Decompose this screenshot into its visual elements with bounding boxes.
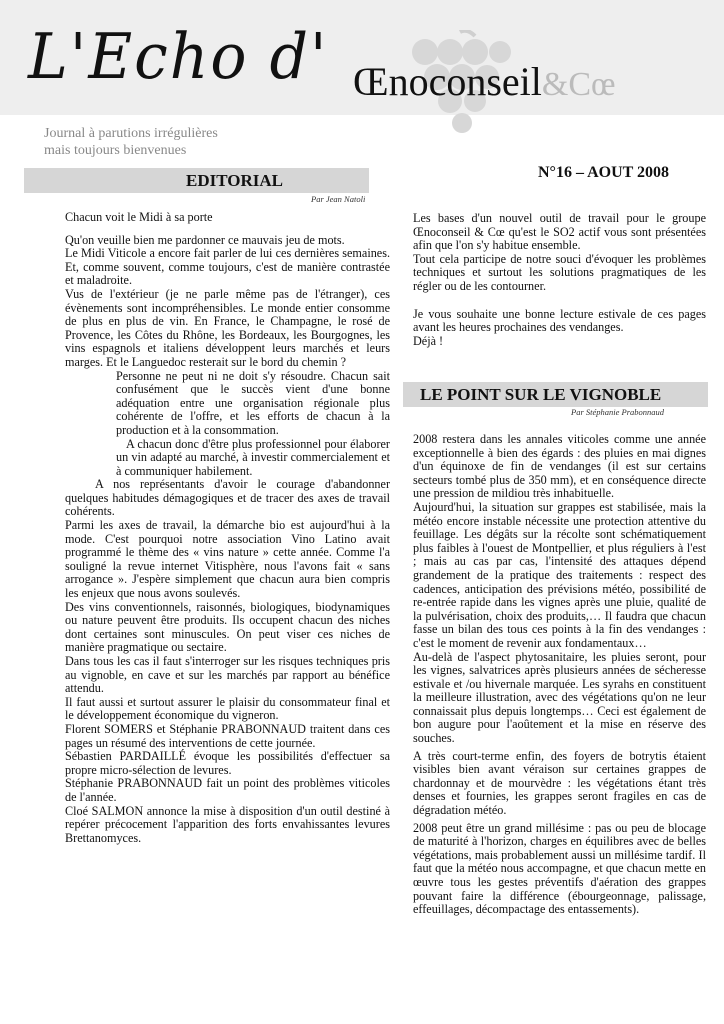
vignoble-byline: Par Stéphanie Prabonnaud [571, 407, 665, 417]
vignoble-paragraph: Au-delà de l'aspect phytosanitaire, les pluies seront, pour les vignes, salvatrices après plusieurs années de sécheresse estivale et /ou hivernale marquée. Les syrahs en constituent la meilleure illustration, avec des végétations qu'on ne leur connaissait plus depuis longtemps… Ceci est également de bon augure pour l'aoûtement et la mise en réserve des souches. [413, 649, 706, 746]
brand-amp: &Cœ [541, 66, 616, 103]
editorial-paragraph: Florent SOMERS et Stéphanie PRABONNAUD traitent dans ces pages un résumé des interventions de cette journée. [65, 721, 390, 750]
vignoble-title: LE POINT SUR LE VIGNOBLE [420, 385, 662, 404]
editorial-paragraph: A nos représentants d'avoir le courage d'abandonner quelques habitudes démagogiques et de tracer des axes de travail cohérents. [65, 477, 390, 519]
tagline [44, 125, 218, 159]
editorial-paragraph: Stéphanie PRABONNAUD fait un point des problèmes viticoles de l'année. [65, 776, 390, 804]
tagline-line-1: Journal à parutions irrégulières [44, 126, 218, 141]
vignoble-column [413, 433, 706, 917]
editorial-continued-column [413, 212, 706, 348]
editorial-column [65, 211, 390, 845]
editorial-paragraph: Il faut aussi et surtout assurer le plaisir du consommateur final et le développement économique du vigneron. [65, 694, 390, 723]
editorial-paragraph: Sébastien PARDAILLÉ évoque les possibilités d'effectuer sa propre micro-sélection de levures. [65, 749, 390, 777]
editorial-continued-paragraph: Les bases d'un nouvel outil de travail pour le groupe Œnoconseil & Cœ qu'est le SO2 actif vous sont présentées afin que l'on s'y habitue ensemble. [413, 211, 706, 253]
issue-number: N°16 – AOUT 2008 [538, 164, 670, 181]
tagline-line-2: mais toujours bienvenues [44, 143, 187, 158]
editorial-continued-paragraph: Je vous souhaite une bonne lecture estivale de ces pages avant les heures prochaines des vendanges. [413, 306, 706, 335]
editorial-continued-paragraph: Tout cela participe de notre souci d'évoquer les problèmes techniques et surtout les solutions pragmatiques de les régler ou de les contourner. [413, 251, 706, 293]
vignoble-paragraph: 2008 restera dans les annales viticoles comme une année exceptionnelle à bien des égards : des pluies en mai dignes d'un équinoxe de fin de vendanges (il est sur certains secteurs tombé plus de 350 mm), et en conséquence directe une pression de mildiou très inhabituelle. [413, 432, 706, 501]
editorial-title: EDITORIAL [186, 171, 283, 190]
editorial-paragraph: Le Midi Viticole a encore fait parler de lui ces dernières semaines. Et, comme souvent, comme toujours, c'est de manière contrastée et maladroite. [65, 246, 390, 288]
editorial-paragraph: Chacun voit le Midi à sa porte [65, 210, 213, 224]
editorial-paragraph: Parmi les axes de travail, la démarche bio est aujourd'hui à la mode. C'est pourquoi notre association Vino Latino avait programmé le thème des « vins nature » cette année. Comme l'a souligné la revue internet Vitisphère, nous l'avons fait « sans arrogance ». J'espère simplement que chacun aura bien compris les enjeux que nous avons soulevés. [65, 518, 390, 601]
editorial-paragraph: Personne ne peut ni ne doit s'y résoudre. Chacun sait confusément que le succès vient d'une bonne adéquation entre une organisation régionale plus cohérente de l'offre, et les efforts de chacun à la production et à la consommation. [116, 368, 390, 437]
vignoble-paragraph: Aujourd'hui, la situation sur grappes est stabilisée, mais la météo encore instable nécessite une protection attentive du feuillage. Les dégâts sur la récolte sont schématiquement plus faibles à l'ouest de Montpellier, et plus réguliers à l'est ; mais au cas par cas, l'intensité des attaques dépend grandement de la pratique des traitements : respect des cadences, anticipation des prévisions météo, possibilité de re-entrée rapide dans les vignes après une pluie, qualité de la pulvérisation, choix des produits,… Il faudra que chacun fasse un bilan des tous ces points à la fin des vendanges : c'est le moment de revenir aux fondamentaux… [413, 499, 706, 650]
masthead-title: L'Echo d' [28, 20, 329, 94]
vignoble-paragraph: 2008 peut être un grand millésime : pas ou peu de blocage de maturité à l'horizon, charges en équilibres avec de belles végétations, mais probablement aussi un millésime tardif. Il faut que la météo nous accompagne, et que chacun mette en œuvre tous les gestes préventifs d'aération des grappes pouvant faire la différence (ébourgeonnage, palissage, effeuillages, décompactage des entassements). [413, 820, 706, 917]
editorial-byline: Par Jean Natoli [311, 194, 366, 204]
brand-text: Œnoconseil [353, 59, 542, 104]
editorial-paragraph: Vus de l'extérieur (je ne parle même pas de l'étranger), ces évènements sont incompréhensibles. Le monde entier consomme de plus en plus de vin. En France, le Champagne, le rosé de Provence, les Côtes du Rhône, les Bordeaux, les Bourgognes, les vins espagnols et italiens développent leurs marchés et leurs marges. Et le Languedoc resterait sur le bord du chemin ? [65, 286, 390, 369]
editorial-paragraph: Qu'on veuille bien me pardonner ce mauvais jeu de mots. [65, 232, 345, 247]
editorial-paragraph: Des vins conventionnels, raisonnés, biologiques, biodynamiques ou nature peuvent être produits. Ils occupent chacun des niches dont certaines sont minuscules. On peut viser ces niches de manière pragmatique ou sectaire. [65, 599, 390, 655]
editorial-paragraph: A chacun donc d'être plus professionnel pour élaborer un vin adapté au marché, à investir commercialement et à communiquer habilement. [116, 436, 390, 478]
editorial-paragraph: Cloé SALMON annonce la mise à disposition d'un outil destiné à repérer précocement l'apparition des forts envahissantes levures Brettanomyces. [65, 803, 390, 845]
editorial-continued-paragraph: Déjà ! [413, 333, 444, 348]
brand-name [353, 58, 616, 105]
vignoble-paragraph: A très court-terme enfin, des foyers de botrytis étaient visibles bien avant véraison sur certaines grappes de chardonnay et de mourvèdre : les végétations étant très denses et fournies, les grappes seront fragiles en cas de dégradation météo. [413, 748, 706, 818]
editorial-paragraph: Dans tous les cas il faut s'interroger sur les risques techniques pris au vignoble, en cave et sur les marchés par rapport au bénéfice attendu. [65, 654, 390, 696]
